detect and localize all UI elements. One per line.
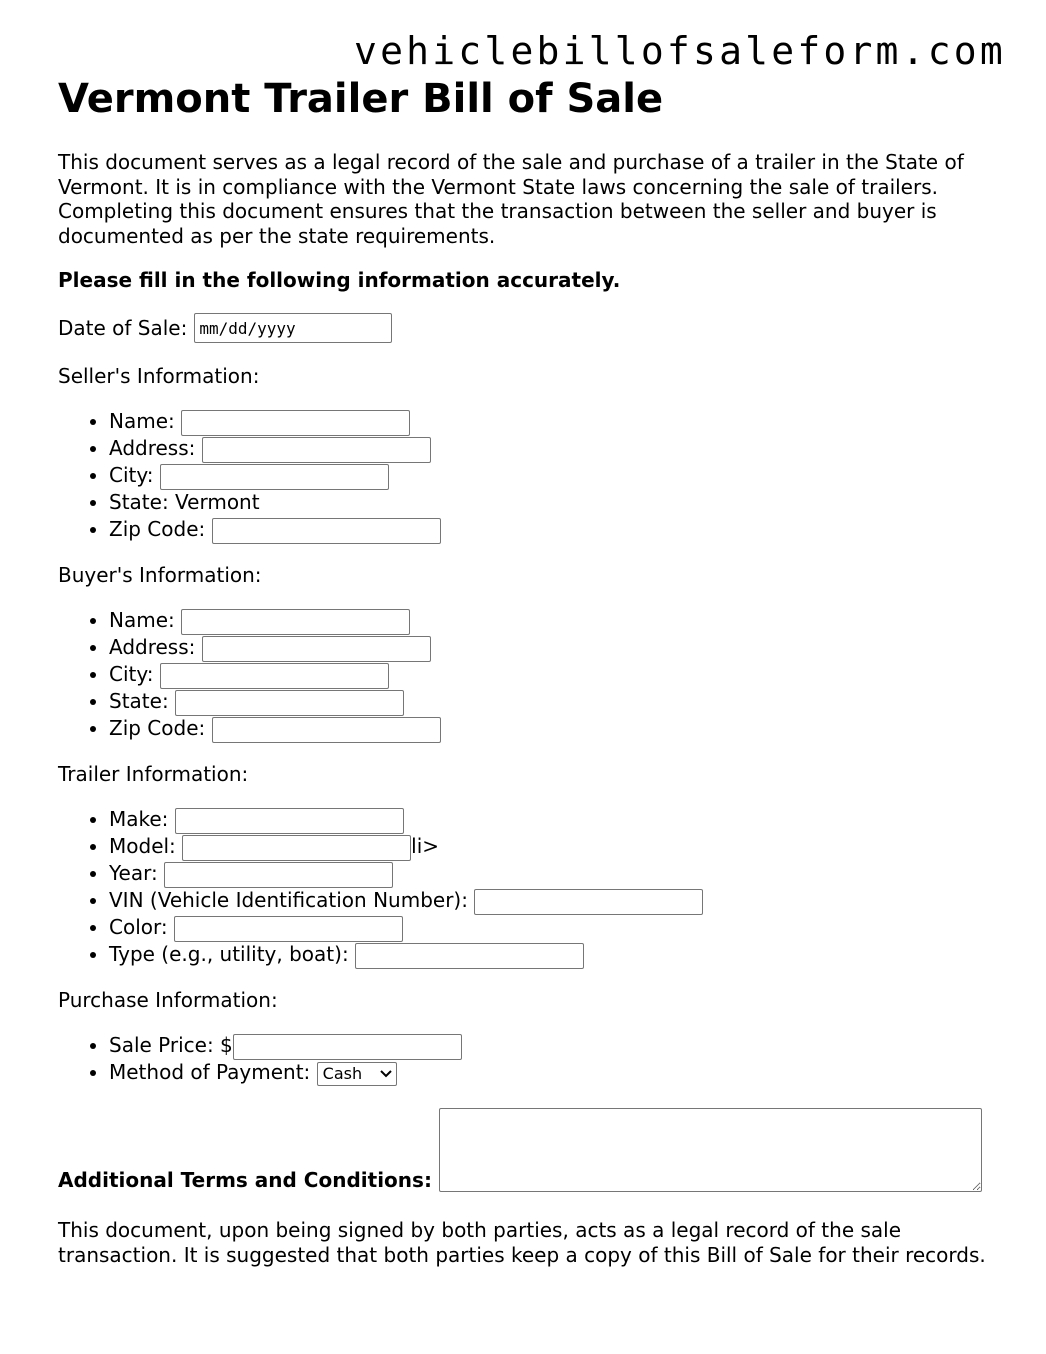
buyer-state-input[interactable]: [175, 690, 404, 716]
seller-name-input[interactable]: [181, 410, 410, 436]
trailer-model-input[interactable]: [182, 835, 411, 861]
purchase-heading: Purchase Information:: [58, 988, 278, 1012]
trailer-type-input[interactable]: [355, 943, 584, 969]
terms-textarea[interactable]: [439, 1108, 982, 1192]
list-item: [109, 516, 998, 543]
seller-name-label: Name:: [109, 409, 175, 433]
list-item: [109, 634, 998, 661]
payment-method-label: Method of Payment:: [109, 1060, 311, 1084]
payment-method-select[interactable]: [317, 1062, 397, 1086]
trailer-color-input[interactable]: [174, 916, 403, 942]
bill-of-sale-form: [58, 74, 998, 1267]
date-of-sale-label: Date of Sale:: [58, 316, 188, 340]
list-item: [109, 1032, 998, 1059]
trailer-vin-input[interactable]: [474, 889, 703, 915]
trailer-model-stray-text: li>: [411, 834, 440, 858]
instruction-text: Please fill in the following information accurately.: [58, 268, 621, 292]
page-title: Vermont Trailer Bill of Sale: [58, 76, 664, 122]
seller-info-list: [58, 408, 998, 543]
buyer-info-list: [58, 607, 998, 742]
site-watermark: vehiclebillofsaleform.com: [354, 29, 1006, 73]
buyer-zip-input[interactable]: [212, 717, 441, 743]
list-item: [109, 833, 998, 860]
list-item: [109, 688, 998, 715]
sale-price-input[interactable]: [233, 1034, 462, 1060]
seller-city-input[interactable]: [160, 464, 389, 490]
buyer-name-input[interactable]: [181, 609, 410, 635]
terms-label: Additional Terms and Conditions:: [58, 1168, 432, 1192]
buyer-zip-label: Zip Code:: [109, 716, 206, 740]
intro-paragraph: This document serves as a legal record of the sale and purchase of a trailer in the State of Vermont. It is in compliance with the Vermont State laws concerning the sale of trailers. Completing this document ensures that the transaction between the seller and buyer is documented as per the state requirements.: [58, 150, 964, 248]
trailer-info-list: [58, 806, 998, 968]
buyer-address-label: Address:: [109, 635, 196, 659]
list-item: [109, 435, 998, 462]
buyer-name-label: Name:: [109, 608, 175, 632]
buyer-address-input[interactable]: [202, 636, 431, 662]
list-item: [109, 489, 998, 516]
list-item: [109, 806, 998, 833]
trailer-color-label: Color:: [109, 915, 168, 939]
buyer-heading: Buyer's Information:: [58, 563, 262, 587]
trailer-make-input[interactable]: [175, 808, 404, 834]
seller-zip-input[interactable]: [212, 518, 441, 544]
seller-address-input[interactable]: [202, 437, 431, 463]
trailer-heading: Trailer Information:: [58, 762, 249, 786]
seller-zip-label: Zip Code:: [109, 517, 206, 541]
sale-price-label: Sale Price: $: [109, 1033, 233, 1057]
seller-city-label: City:: [109, 463, 154, 487]
seller-state-text: State: Vermont: [109, 490, 260, 514]
payment-method-value: Cash: [322, 1064, 363, 1083]
list-item: [109, 1059, 998, 1086]
list-item: [109, 715, 998, 742]
chevron-down-icon: [380, 1070, 392, 1078]
list-item: [109, 408, 998, 435]
buyer-city-input[interactable]: [160, 663, 389, 689]
purchase-info-list: [58, 1032, 998, 1086]
list-item: [109, 661, 998, 688]
list-item: [109, 860, 998, 887]
trailer-year-label: Year:: [109, 861, 158, 885]
trailer-year-input[interactable]: [164, 862, 393, 888]
terms-row: [58, 1108, 998, 1192]
date-of-sale-row: [58, 312, 998, 344]
buyer-city-label: City:: [109, 662, 154, 686]
trailer-vin-label: VIN (Vehicle Identification Number):: [109, 888, 468, 912]
trailer-make-label: Make:: [109, 807, 169, 831]
list-item: [109, 462, 998, 489]
buyer-state-label: State:: [109, 689, 169, 713]
footer-paragraph: This document, upon being signed by both parties, acts as a legal record of the sale transaction. It is suggested that both parties keep a copy of this Bill of Sale for their records.: [58, 1218, 986, 1267]
list-item: [109, 914, 998, 941]
trailer-model-label: Model:: [109, 834, 176, 858]
seller-address-label: Address:: [109, 436, 196, 460]
list-item: [109, 941, 998, 968]
list-item: [109, 607, 998, 634]
date-of-sale-input[interactable]: mm/dd/yyyy: [194, 313, 392, 343]
trailer-type-label: Type (e.g., utility, boat):: [109, 942, 349, 966]
seller-heading: Seller's Information:: [58, 364, 260, 388]
list-item: [109, 887, 998, 914]
